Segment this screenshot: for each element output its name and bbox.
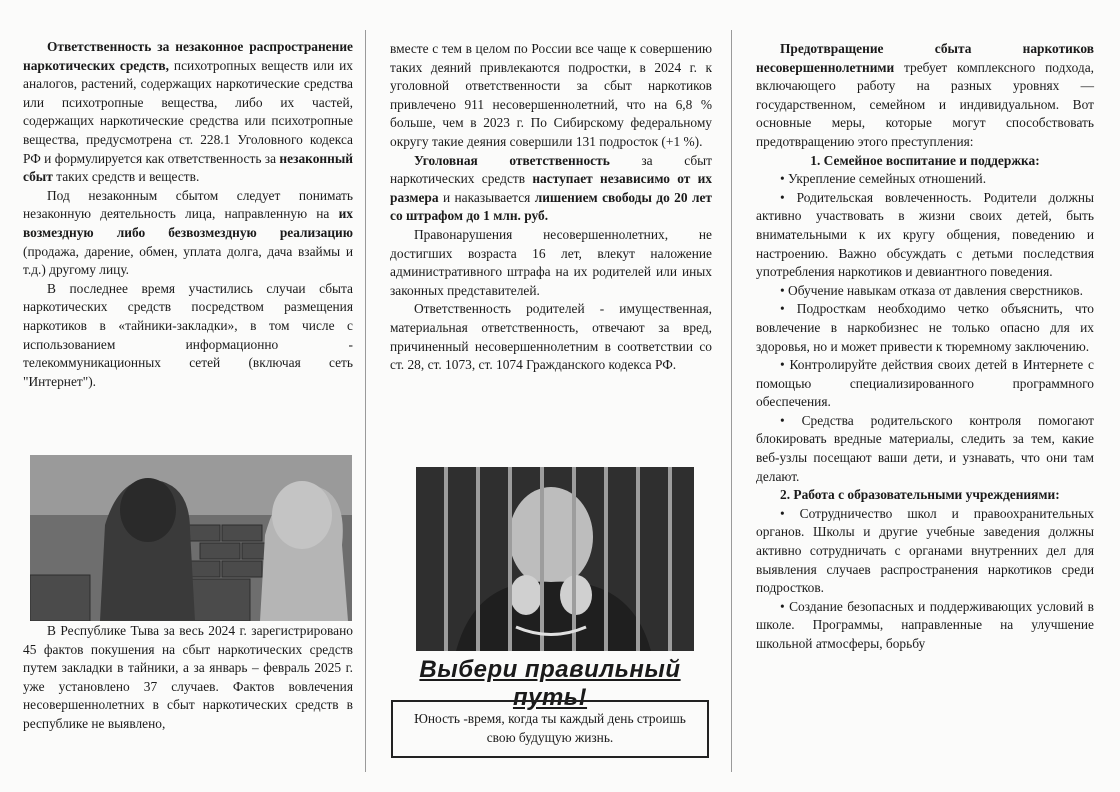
list-item: • Укрепление семейных отношений. <box>780 171 987 187</box>
paragraph-minors-under-16: Правонарушения несовершеннолетних, не достигших возраста 16 лет, влекут наложение административного штрафа на их родителей или иных законных представителей. <box>390 226 712 298</box>
paragraph-parents-liability: Ответственность родителей - имущественная, материальная ответственность, отвечают за вред, причиненный несовершеннолетним в соответствии со ст. 28, ст. 1073, ст. 1074 Гражданского кодекса РФ. <box>390 301 712 373</box>
paragraph-body: и наказывается <box>438 189 535 205</box>
paragraph-body: требует комплексного подхода, включающего работу на разных уровнях — государственном, семейном и индивидуальном. Вот основные меры, которые могут способствовать предотвращению этого преступления: <box>756 59 1094 149</box>
paragraph-russia-stats: вместе с тем в целом по России все чаще к совершению таких деяний привлекаются подростки, в 2024 г. к уголовной ответственности за сбыт наркотиков привлечено 911 несовершеннолетний, что на 6,8 % больше, чем в 2023 г. По Сибирскому федеральному округу такие деяния совершили 131 подросток (+1 %). <box>390 41 712 149</box>
column-left <box>10 0 356 792</box>
column-divider-right <box>731 30 732 772</box>
list-item: • Сотрудничество школ и правоохранительных органов. Школы и другие учебные заведения должны активно сотрудничать с органами внутренних дел для выявления случаев распространения наркотиков среди подростков. <box>756 505 1094 596</box>
paragraph-body: Под незаконным сбытом следует понимать незаконную деятельность лица, направленную на <box>23 187 353 222</box>
paragraph-bold: их возмездную либо безвозмездную реализацию <box>23 206 353 240</box>
section-heading-family: 1. Семейное воспитание и поддержка: <box>810 152 1040 168</box>
paragraph-lead-bold: Ответственность за незаконное распространение наркотических средств, <box>23 39 353 73</box>
column-middle-text <box>390 40 712 375</box>
list-item: • Создание безопасных и поддерживающих условий в школе. Программы, направленные на улучшение школьной атмосферы, борьбу <box>756 598 1094 651</box>
paragraph-body: за сбыт наркотических средств <box>390 152 712 187</box>
paragraph-bold: наступает независимо от их размера <box>390 171 712 205</box>
paragraph-bold: незаконный сбыт <box>23 150 353 185</box>
paragraph-body: таких средств и веществ. <box>52 169 200 185</box>
quote-text: Юность -время, когда ты каждый день строишь свою будущую жизнь. <box>414 711 686 745</box>
column-divider-left <box>365 30 366 772</box>
paragraph-tuva-stats: В Республике Тыва за весь 2024 г. зарегистрировано 45 фактов покушения на сбыт наркотических средств путем закладки в тайники, а за январь – февраль 2025 г. уже установлено 37 случаев. Фактов вовлечения несовершеннолетних в сбыт наркотических средств в республике не выявлено, <box>23 623 353 731</box>
list-item: • Подросткам необходимо четко объяснить, что вовлечение в наркобизнес не только опасно для их здоровья, но и может привести к тюремному заключению. <box>756 301 1094 354</box>
list-item: • Родительская вовлеченность. Родители должны активно участвовать в жизни своих детей, быть внимательными к их кругу общения, поведению и настроению. Важно обсуждать с детьми последствия употребления наркотиков и девиантного поведения. <box>756 189 1094 280</box>
paragraph-stash-drops: В последнее время участились случаи сбыта наркотических средств посредством размещения наркотиков в «тайники-закладки», в том числе с использованием информационно - телекоммуникационных сетей (включая сеть "Интернет"). <box>23 280 353 389</box>
quote-box <box>391 700 709 758</box>
paragraph-body: (продажа, дарение, обмен, уплата долга, дача взаймы и т.д.) другому лицу. <box>23 243 353 278</box>
list-item: • Обучение навыкам отказа от давления сверстников. <box>780 282 1083 298</box>
column-left-text-top <box>23 38 353 391</box>
list-item: • Контролируйте действия своих детей в Интернете с помощью специализированного программного обеспечения. <box>756 357 1094 410</box>
paragraph-criminal-liability <box>390 152 712 226</box>
paragraph-illegal-sale <box>23 187 353 280</box>
paragraph-body: психотропных веществ или их аналогов, растений, содержащих наркотические средства или психотропные вещества, либо их частей, содержащих наркотические средства или психотропные вещества, предусмотрена ст. 228.1 Уголовного кодекса РФ и формулируется как ответственность за <box>23 57 353 166</box>
paragraph-prevention-intro <box>756 40 1094 152</box>
paragraph-bold: Уголовная ответственность <box>414 152 610 168</box>
list-item: • Средства родительского контроля помогают блокировать вредные материалы, следить за тем, какие веб-узлы посещают ваши дети, и узнавать, что они там делают. <box>756 412 1094 484</box>
column-right-text <box>756 40 1094 654</box>
slogan-heading: Выбери правильный путь! <box>419 656 681 711</box>
photo-boy-behind-bars <box>416 467 694 651</box>
section-heading-education: 2. Работа с образовательными учреждениями: <box>780 487 1060 503</box>
paragraph-responsibility <box>23 38 353 187</box>
paragraph-bold: лишением свободы до 20 лет со штрафом до 1 млн. руб. <box>390 189 712 224</box>
column-left-text-bottom <box>23 622 353 734</box>
paragraph-bold: Предотвращение сбыта наркотиков несовершеннолетними <box>756 41 1094 75</box>
column-right <box>740 0 1110 792</box>
photo-hooded-teens <box>30 455 352 621</box>
